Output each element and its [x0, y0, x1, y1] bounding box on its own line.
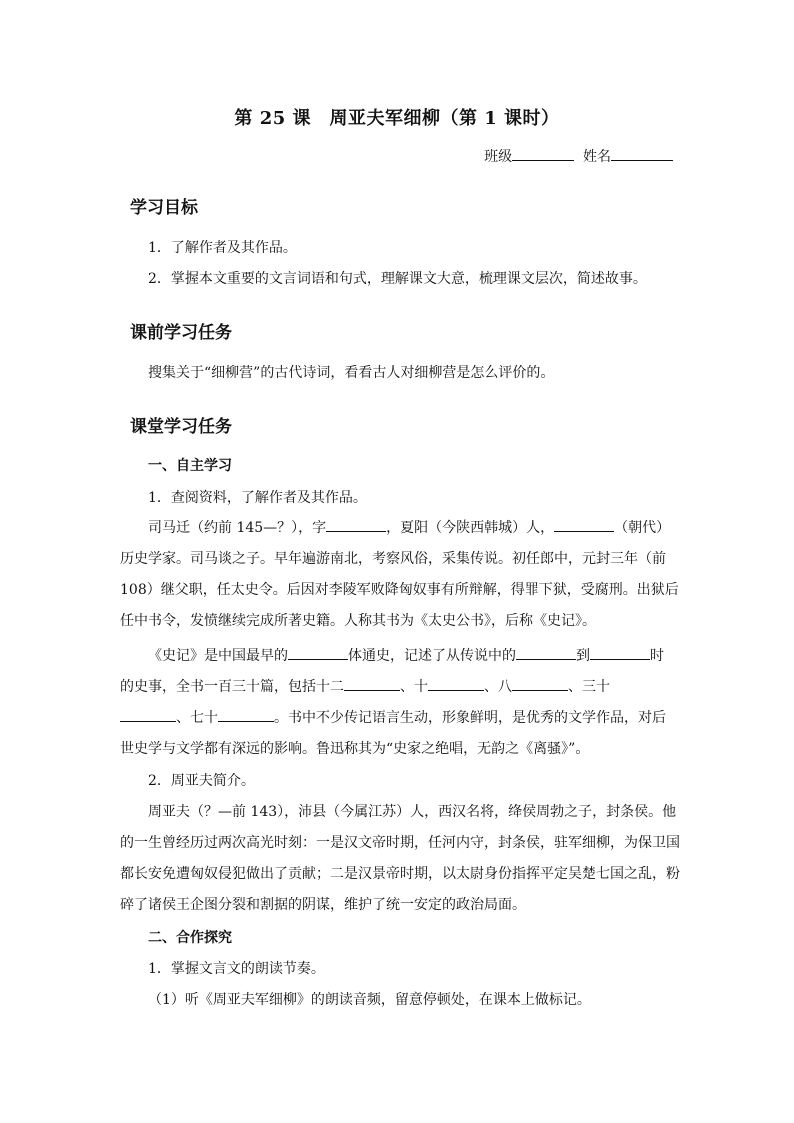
item-3: 1．掌握文言文的朗读节奏。	[148, 961, 325, 977]
part1-title: 一、自主学习	[148, 458, 232, 474]
class-name-line	[484, 146, 673, 166]
part2-title: 二、合作探究	[148, 930, 232, 946]
class-label: 班级	[484, 149, 513, 165]
fill-blank-liezhuan[interactable]	[218, 707, 274, 722]
para3-line1: 周亚夫（？—前 143），沛县（今属江苏）人，西汉名将，绛侯周勃之子，封条侯。他	[148, 804, 677, 820]
para3-line3: 都长安免遭匈奴侵犯做出了贡献；二是汉景帝时期，以太尉身份指挥平定吴楚七国之乱，粉	[120, 866, 680, 882]
class-blank[interactable]	[512, 146, 574, 161]
fill-blank-from[interactable]	[516, 645, 576, 660]
section-heading-pre-task: 课前学习任务	[124, 318, 238, 344]
para2-line2: 的史事，全书一百三十篇，包括十二 、十 、八 、三十	[120, 673, 676, 701]
para1-line4: 任中书令，发愤继续完成所著史籍。人称其书为《太史公书》，后称《史记》。	[120, 613, 596, 629]
fill-blank-benji[interactable]	[344, 676, 400, 691]
section-heading-class-task: 课堂学习任务	[124, 412, 238, 438]
fill-blank-shijia[interactable]	[120, 707, 176, 722]
page-title: 第 25 课 周亚夫军细柳（第 1 课时）	[234, 108, 560, 129]
para1-line2: 历史学家。司马谈之子。早年遍游南北，考察风俗，采集传说。初任郎中，元封三年（前	[120, 551, 666, 567]
name-label: 姓名	[583, 149, 611, 165]
para3-line4: 碎了诸侯王企图分裂和割据的阴谋，维护了统一安定的政治局面。	[120, 897, 526, 913]
para2-line1: 《史记》是中国最早的 体通史，记述了从传说中的 到 时	[148, 642, 704, 670]
fill-blank-shu[interactable]	[512, 676, 568, 691]
pre-task-text: 搜集关于“细柳营”的古代诗词，看看古人对细柳营是怎么评价的。	[148, 365, 555, 381]
item-2: 2．周亚夫简介。	[148, 773, 255, 789]
section-heading-goals: 学习目标	[124, 193, 204, 219]
para1-line3: 108）继父职，任太史令。后因对李陵军败降匈奴事有所辩解，得罪下狱，受腐刑。出狱后	[120, 582, 679, 598]
goal-item-2: 2．掌握本文重要的文言词语和句式，理解课文大意，梳理课文层次，简述故事。	[148, 271, 647, 287]
para2-line4: 世史学与文学都有深远的影响。鲁迅称其为“史家之绝唱，无韵之《离骚》”。	[120, 741, 590, 757]
para1-line1: 司马迁（约前 145—？），字 ，夏阳（今陕西韩城）人， （朝代）	[148, 514, 704, 542]
fill-blank-to[interactable]	[590, 645, 650, 660]
item-3-sub: （1）听《周亚夫军细柳》的朗读音频，留意停顿处，在课本上做标记。	[148, 992, 591, 1008]
fill-blank-biao[interactable]	[428, 676, 484, 691]
fill-blank-dynasty[interactable]	[554, 517, 614, 532]
para2-line3: 、七十 。书中不少传记语言生动，形象鲜明，是优秀的文学作品，对后	[120, 704, 676, 732]
para3-line2: 的一生曾经历过两次高光时刻：一是汉文帝时期，任河内守，封条侯，驻军细柳，为保卫国	[120, 835, 680, 851]
fill-blank-zi[interactable]	[326, 517, 386, 532]
goal-item-1: 1．了解作者及其作品。	[148, 240, 297, 256]
item-1: 1．查阅资料，了解作者及其作品。	[148, 490, 367, 506]
fill-blank-type[interactable]	[288, 645, 348, 660]
name-blank[interactable]	[611, 146, 673, 161]
